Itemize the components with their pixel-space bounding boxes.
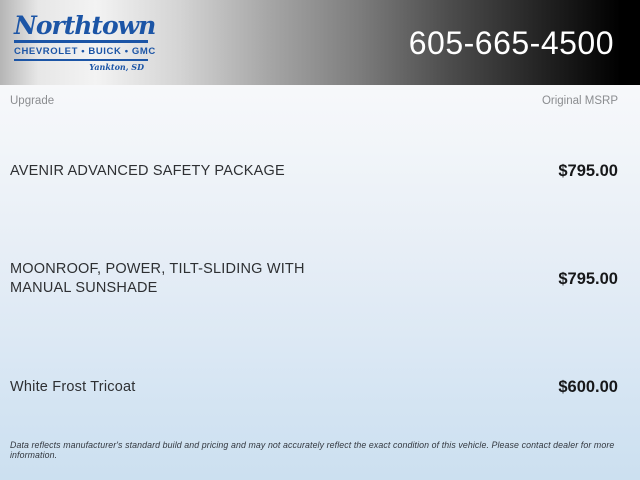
upgrade-label: MOONROOF, POWER, TILT-SLIDING WITH MANUAL SUNSHADE bbox=[10, 261, 305, 297]
column-header-original-msrp: Original MSRP bbox=[541, 95, 618, 107]
dealer-city: Yankton, SD bbox=[89, 62, 144, 72]
upgrade-price: $795.00 bbox=[558, 269, 618, 288]
dealer-phone-number: 605-665-4500 bbox=[408, 25, 614, 61]
column-header-upgrade: Upgrade bbox=[10, 95, 55, 107]
upgrade-label: AVENIR ADVANCED SAFETY PACKAGE bbox=[10, 162, 285, 179]
column-headers bbox=[10, 85, 618, 117]
upgrade-label: White Frost Tricoat bbox=[10, 379, 136, 396]
table-row bbox=[10, 225, 618, 333]
dealer-logo bbox=[14, 11, 156, 72]
dealer-name: Northtown bbox=[14, 12, 148, 43]
table-row bbox=[10, 117, 618, 225]
upgrade-price: $795.00 bbox=[558, 161, 618, 180]
dealer-makes: CHEVROLET • BUICK • GMC bbox=[14, 43, 148, 61]
disclaimer-text: Data reflects manufacturer's standard build and pricing and may not accurately reflect the exact condition of this vehicle. Please contact dealer for more information. bbox=[10, 440, 615, 460]
table-row bbox=[10, 334, 618, 442]
upgrade-list bbox=[10, 117, 618, 442]
upgrade-price: $600.00 bbox=[558, 378, 618, 397]
dealer-header-banner bbox=[0, 0, 640, 85]
